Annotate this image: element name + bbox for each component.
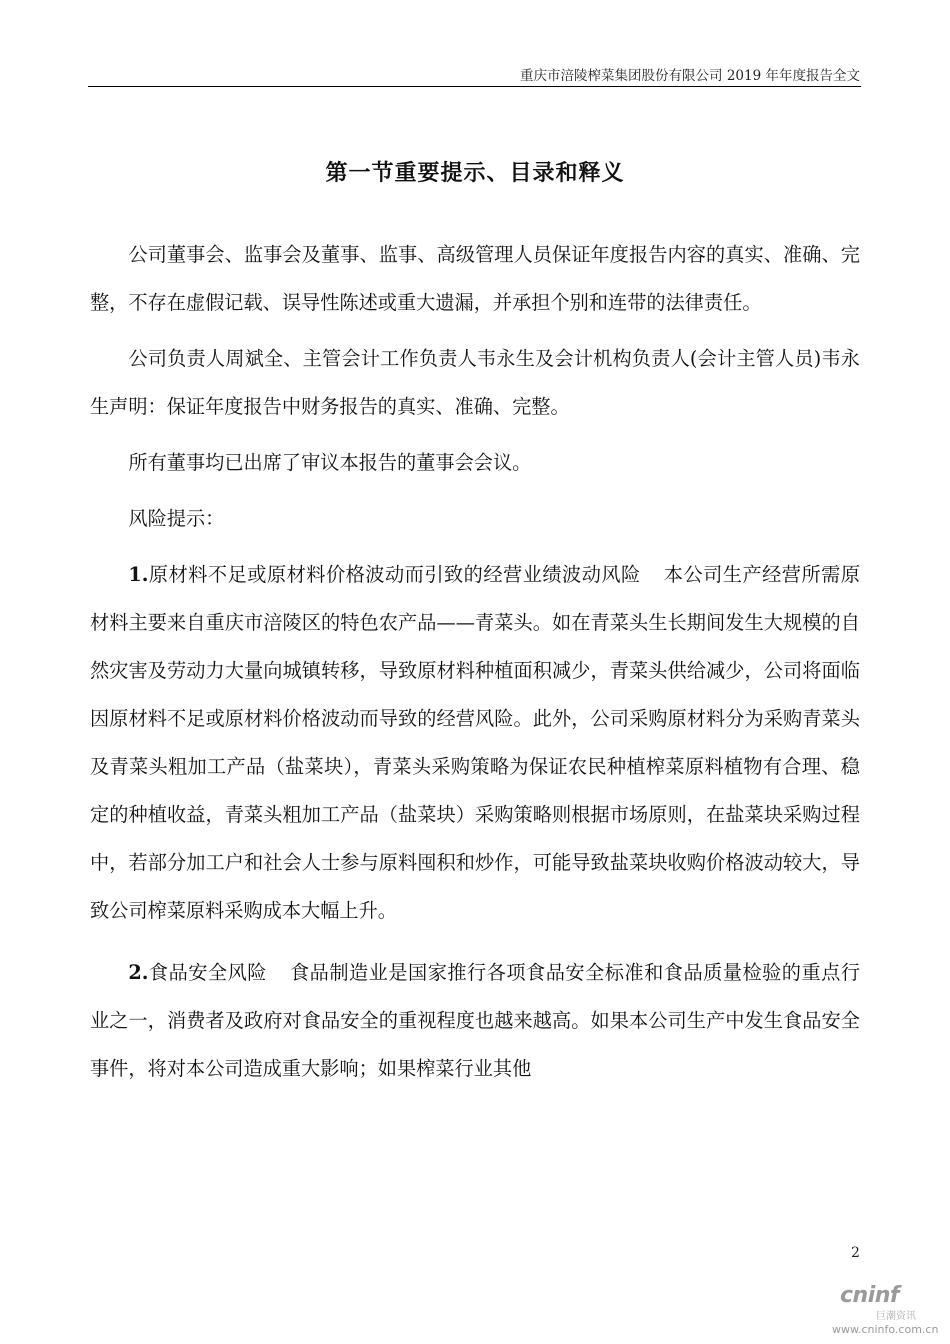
- paragraph-responsibility: 公司董事会、监事会及董事、监事、高级管理人员保证年度报告内容的真实、准确、完整，不存在虚假记载、误导性陈述或重大遗漏，并承担个别和连带的法律责任。: [90, 243, 860, 314]
- document-body: [90, 231, 860, 1093]
- section-title: 第一节重要提示、目录和释义: [325, 160, 625, 186]
- risk-number: 1.: [128, 563, 149, 586]
- risk-item: [90, 551, 860, 935]
- watermark-url: www.cninfo.com.cn: [832, 1323, 939, 1336]
- header-rule: [88, 86, 861, 87]
- risk-body: 本公司生产经营所需原材料主要来自重庆市涪陵区的特色农产品——青菜头。如在青菜头生长期间发生大规模的自然灾害及劳动力大量向城镇转移，导致原材料种植面积减少，青菜头供给减少，公司将面临因原材料不足或原材料价格波动而导致的经营风险。此外，公司采购原材料分为采购青菜头及青菜头粗加工产品（盐菜块），青菜头采购策略为保证农民种植榨菜原料植物有合理、稳定的种植收益，青菜头粗加工产品（盐菜块）采购策略则根据市场原则，在盐菜块采购过程中，若部分加工户和社会人士参与原料囤积和炒作，可能导致盐菜块收购价格波动较大，导致公司榨菜原料采购成本大幅上升。: [90, 563, 861, 922]
- paragraph-risk-heading: 风险提示：: [128, 507, 225, 530]
- risk-title: 原材料不足或原材料价格波动而引致的经营业绩波动风险: [148, 563, 641, 586]
- cninfo-watermark: [832, 1283, 944, 1339]
- paragraph-attendance: 所有董事均已出席了审议本报告的董事会会议。: [128, 451, 532, 474]
- watermark-name: 巨潮资讯: [876, 1311, 916, 1322]
- risk-body: 食品制造业是国家推行各项食品安全标准和食品质量检验的重点行业之一，消费者及政府对食品安全的重视程度也越来越高。如果本公司生产中发生食品安全事件，将对本公司造成重大影响；如果榨菜行业其他: [90, 961, 861, 1080]
- paragraph-declaration: 公司负责人周斌全、主管会计工作负责人韦永生及会计机构负责人(会计主管人员)韦永生声明：保证年度报告中财务报告的真实、准确、完整。: [90, 347, 860, 418]
- risk-item: [90, 949, 860, 1093]
- risk-title: 食品安全风险: [148, 961, 267, 984]
- page-header: 重庆市涪陵榨菜集团股份有限公司 2019 年年度报告全文: [520, 68, 860, 84]
- page-number: 2: [851, 1245, 860, 1261]
- watermark-logo: cninf: [840, 1283, 899, 1308]
- risk-number: 2.: [128, 961, 149, 984]
